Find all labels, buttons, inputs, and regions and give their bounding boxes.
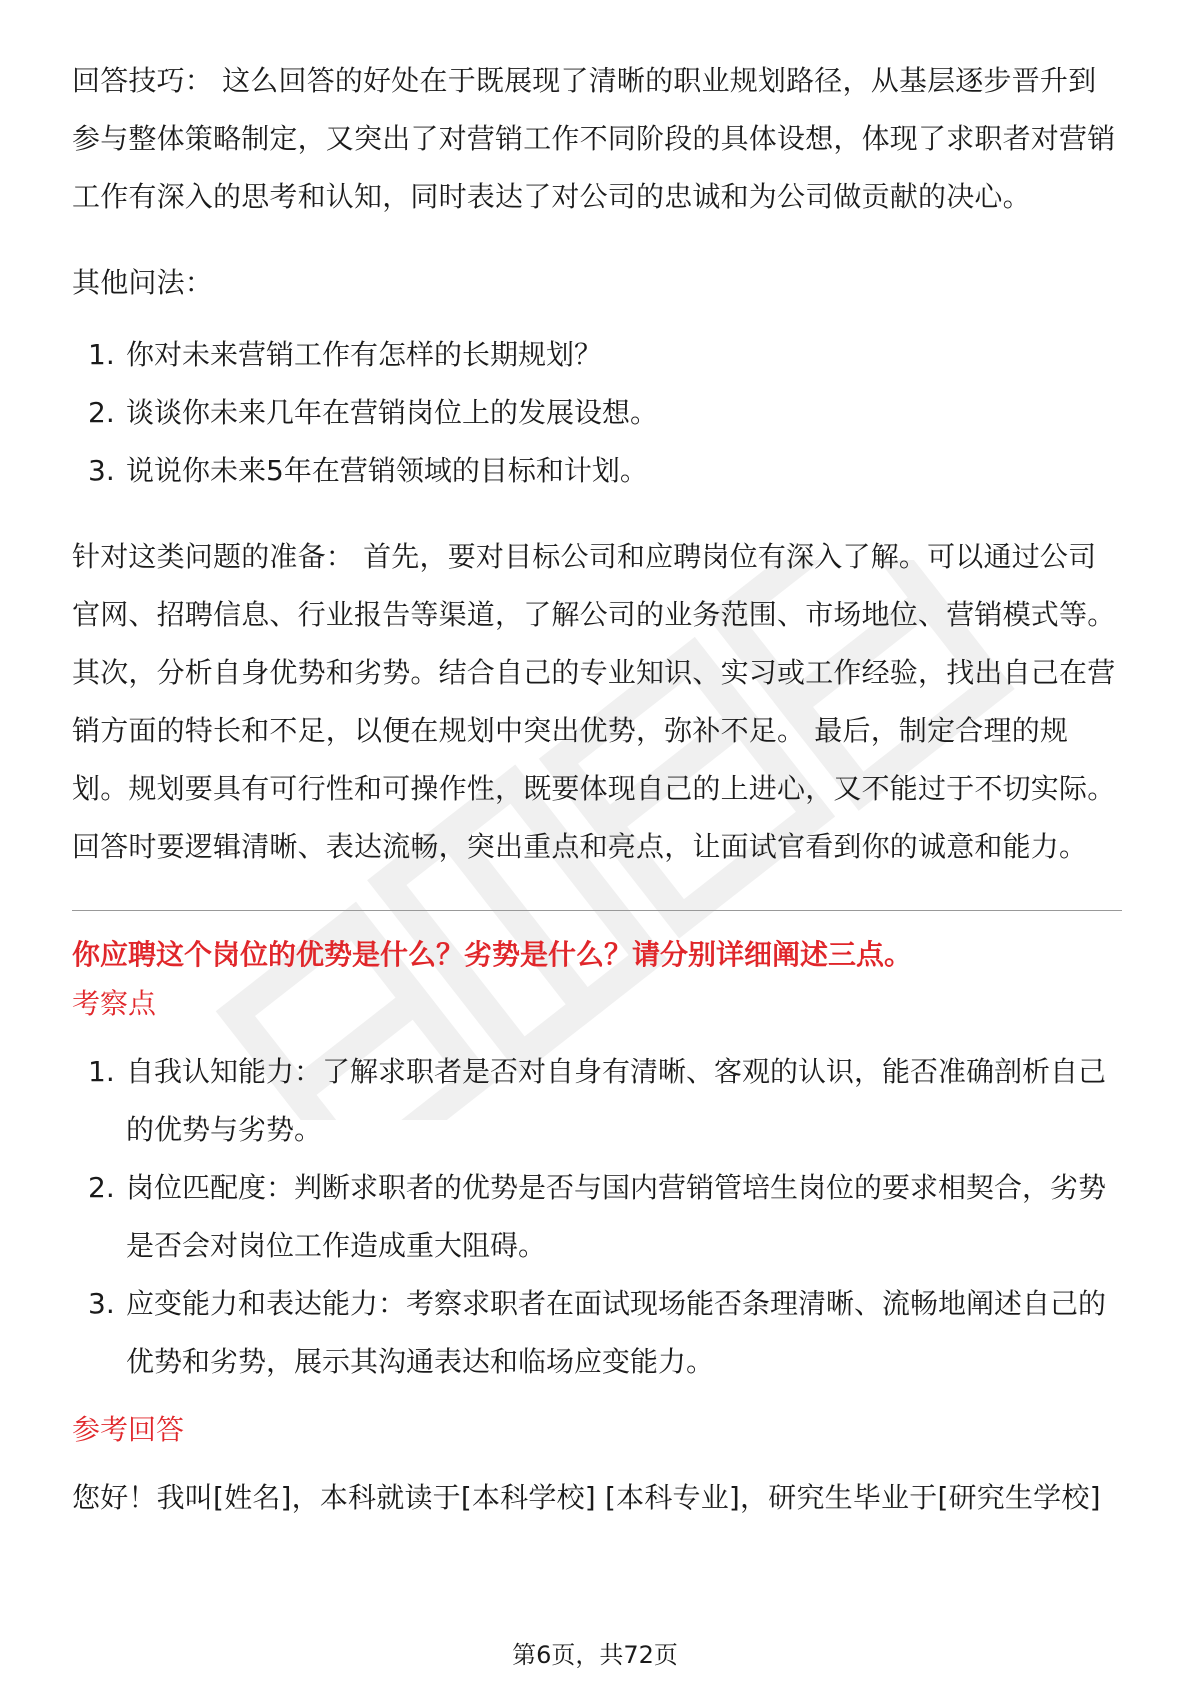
list-item-text: 你对未来营销工作有怎样的长期规划？ <box>126 338 603 371</box>
assessment-points-list <box>72 1043 1122 1391</box>
list-item <box>72 442 1122 500</box>
reference-answer-text: 您好！我叫[姓名]，本科就读于[本科学校] [本科专业]，研究生毕业于[研究生学校] <box>72 1481 1101 1514</box>
preparation-paragraph: 针对这类问题的准备： 首先，要对目标公司和应聘岗位有深入了解。可以通过公司官网、招聘信息、行业报告等渠道，了解公司的业务范围、市场地位、营销模式等。 其次，分析自身优势和劣势。结合自己的专业知识、实习或工作经验，找出自己在营销方面的特长和不足，以便在规划中突出优势，弥补不足。 最后，制定合理的规划。规划要具有可行性和可操作性，既要体现自己的上进心，又不能过于不切实际。回答时要逻辑清晰、表达流畅，突出重点和亮点，让面试官看到你的诚意和能力。 <box>72 540 1116 863</box>
list-item-text: 自我认知能力：了解求职者是否对自身有清晰、客观的认识，能否准确剖析自己的优势与劣势。 <box>126 1055 1107 1146</box>
list-number: 3. <box>88 454 115 487</box>
list-number: 1. <box>88 338 115 371</box>
page-number: 第6页，共72页 <box>512 1641 678 1669</box>
list-item-text: 谈谈你未来几年在营销岗位上的发展设想。 <box>126 396 659 429</box>
list-number: 2. <box>88 396 115 429</box>
list-item-text: 应变能力和表达能力：考察求职者在面试现场能否条理清晰、流畅地阐述自己的优势和劣势，展示其沟通表达和临场应变能力。 <box>126 1287 1107 1378</box>
other-questions-list <box>72 326 1122 500</box>
list-item <box>72 1275 1122 1391</box>
question-title: 你应聘这个岗位的优势是什么？劣势是什么？请分别详细阐述三点。 <box>72 938 913 971</box>
reference-answer-heading: 参考回答 <box>72 1413 185 1446</box>
list-item-text: 说说你未来5年在营销领域的目标和计划。 <box>126 454 648 487</box>
list-item <box>72 1043 1122 1159</box>
list-item-text: 岗位匹配度：判断求职者的优势是否与国内营销管培生岗位的要求相契合，劣势是否会对岗位工作造成重大阻碍。 <box>126 1171 1107 1262</box>
assessment-points-heading: 考察点 <box>72 987 157 1020</box>
list-item <box>72 384 1122 442</box>
other-questions-heading: 其他问法： <box>72 266 214 299</box>
answer-tip-paragraph: 回答技巧： 这么回答的好处在于既展现了清晰的职业规划路径，从基层逐步晋升到参与整体策略制定，又突出了对营销工作不同阶段的具体设想，体现了求职者对营销工作有深入的思考和认知，同时表达了对公司的忠诚和为公司做贡献的决心。 <box>72 64 1116 213</box>
section-divider <box>72 910 1122 911</box>
list-number: 1. <box>88 1055 115 1088</box>
page-content <box>72 52 1122 1527</box>
list-item <box>72 326 1122 384</box>
list-item <box>72 1159 1122 1275</box>
list-number: 3. <box>88 1287 115 1320</box>
list-number: 2. <box>88 1171 115 1204</box>
